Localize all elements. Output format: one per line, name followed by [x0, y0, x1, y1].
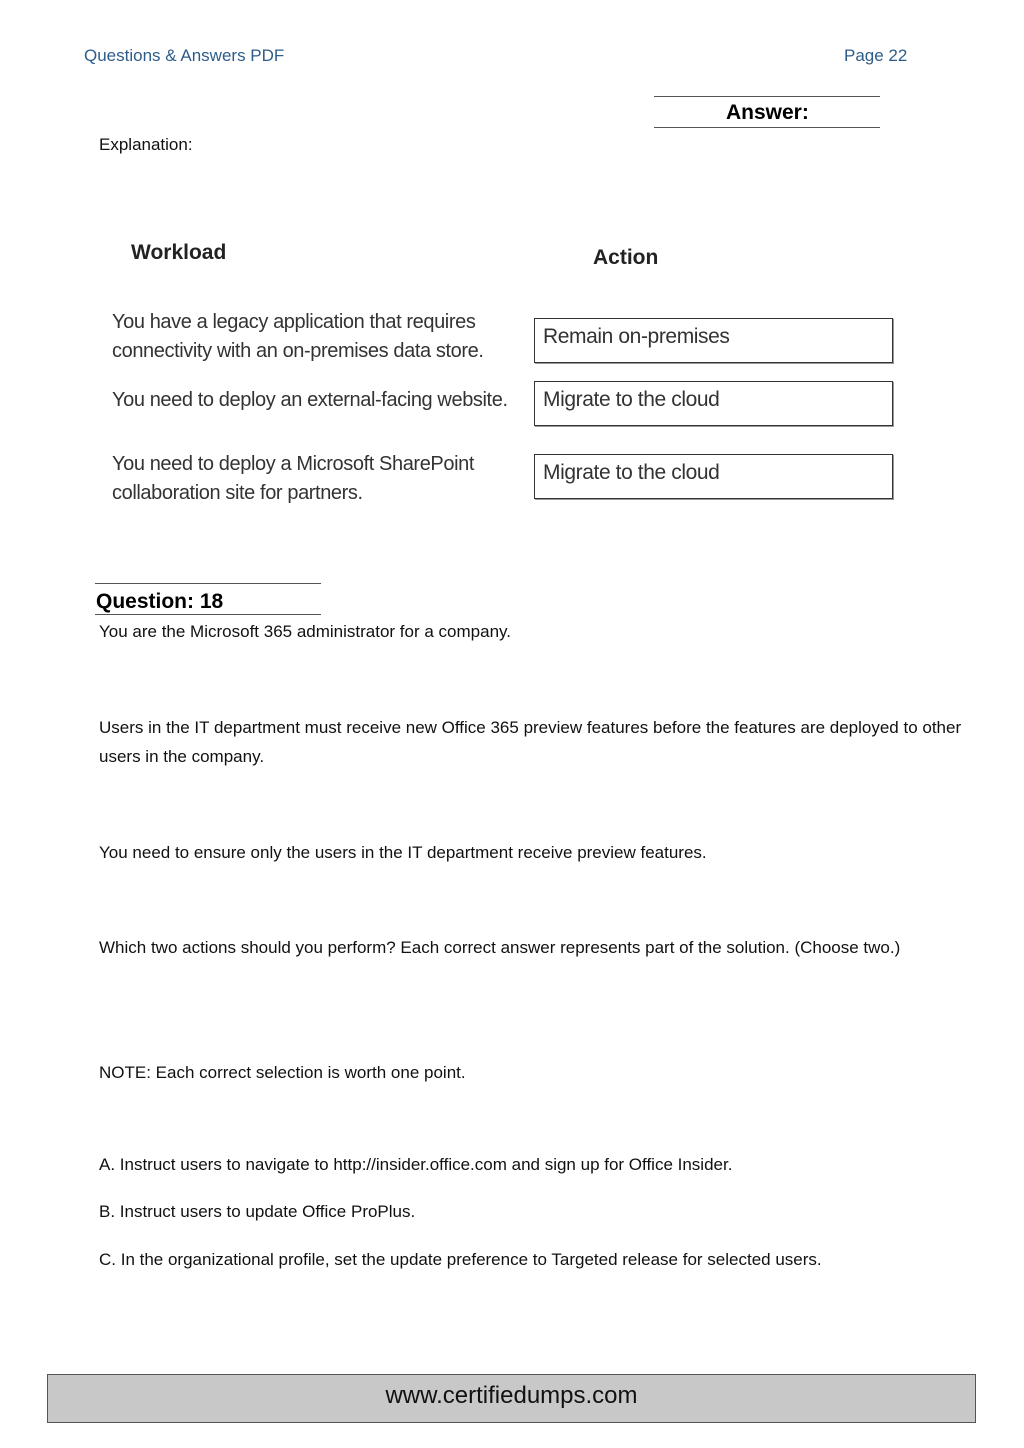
question-paragraph: Which two actions should you perform? Each correct answer represents part of the solution. (Choose two.)	[99, 938, 901, 957]
header-title: Questions & Answers PDF	[84, 46, 285, 65]
answer-option-b: B. Instruct users to update Office ProPlus.	[99, 1202, 416, 1221]
action-text: Migrate to the cloud	[543, 461, 720, 484]
action-text: Migrate to the cloud	[543, 388, 720, 411]
workload-text: You need to deploy an external-facing website.	[112, 389, 508, 411]
action-text: Remain on-premises	[543, 325, 730, 348]
question-label: Question: 18	[96, 590, 224, 613]
question-paragraph: Users in the IT department must receive new Office 365 preview features before the features are deployed to other users in the company.	[99, 718, 962, 766]
question-paragraph: You are the Microsoft 365 administrator for a company.	[99, 622, 511, 641]
workload-text: You have a legacy application that requires connectivity with an on-premises data store.	[112, 311, 484, 362]
question-paragraph: You need to ensure only the users in the IT department receive preview features.	[99, 843, 707, 862]
explanation-label: Explanation:	[99, 135, 193, 154]
footer-banner	[47, 1374, 976, 1423]
question-note: NOTE: Each correct selection is worth one point.	[99, 1063, 466, 1082]
page-number: Page 22	[844, 46, 908, 65]
workload-text: You need to deploy a Microsoft SharePoint collaboration site for partners.	[112, 453, 474, 504]
question-heading	[95, 583, 321, 615]
answer-option-c: C. In the organizational profile, set the update preference to Targeted release for selected users.	[99, 1250, 822, 1269]
answer-label: Answer:	[726, 101, 809, 124]
workload-heading: Workload	[131, 241, 227, 264]
action-heading: Action	[593, 246, 659, 269]
footer-url[interactable]: www.certifiedumps.com	[385, 1382, 638, 1409]
answer-option-a: A. Instruct users to navigate to http://insider.office.com and sign up for Office Insider.	[99, 1155, 733, 1174]
action-box	[534, 381, 893, 426]
action-box	[534, 318, 893, 363]
action-box	[534, 454, 893, 499]
answer-diagram	[0, 0, 1024, 560]
